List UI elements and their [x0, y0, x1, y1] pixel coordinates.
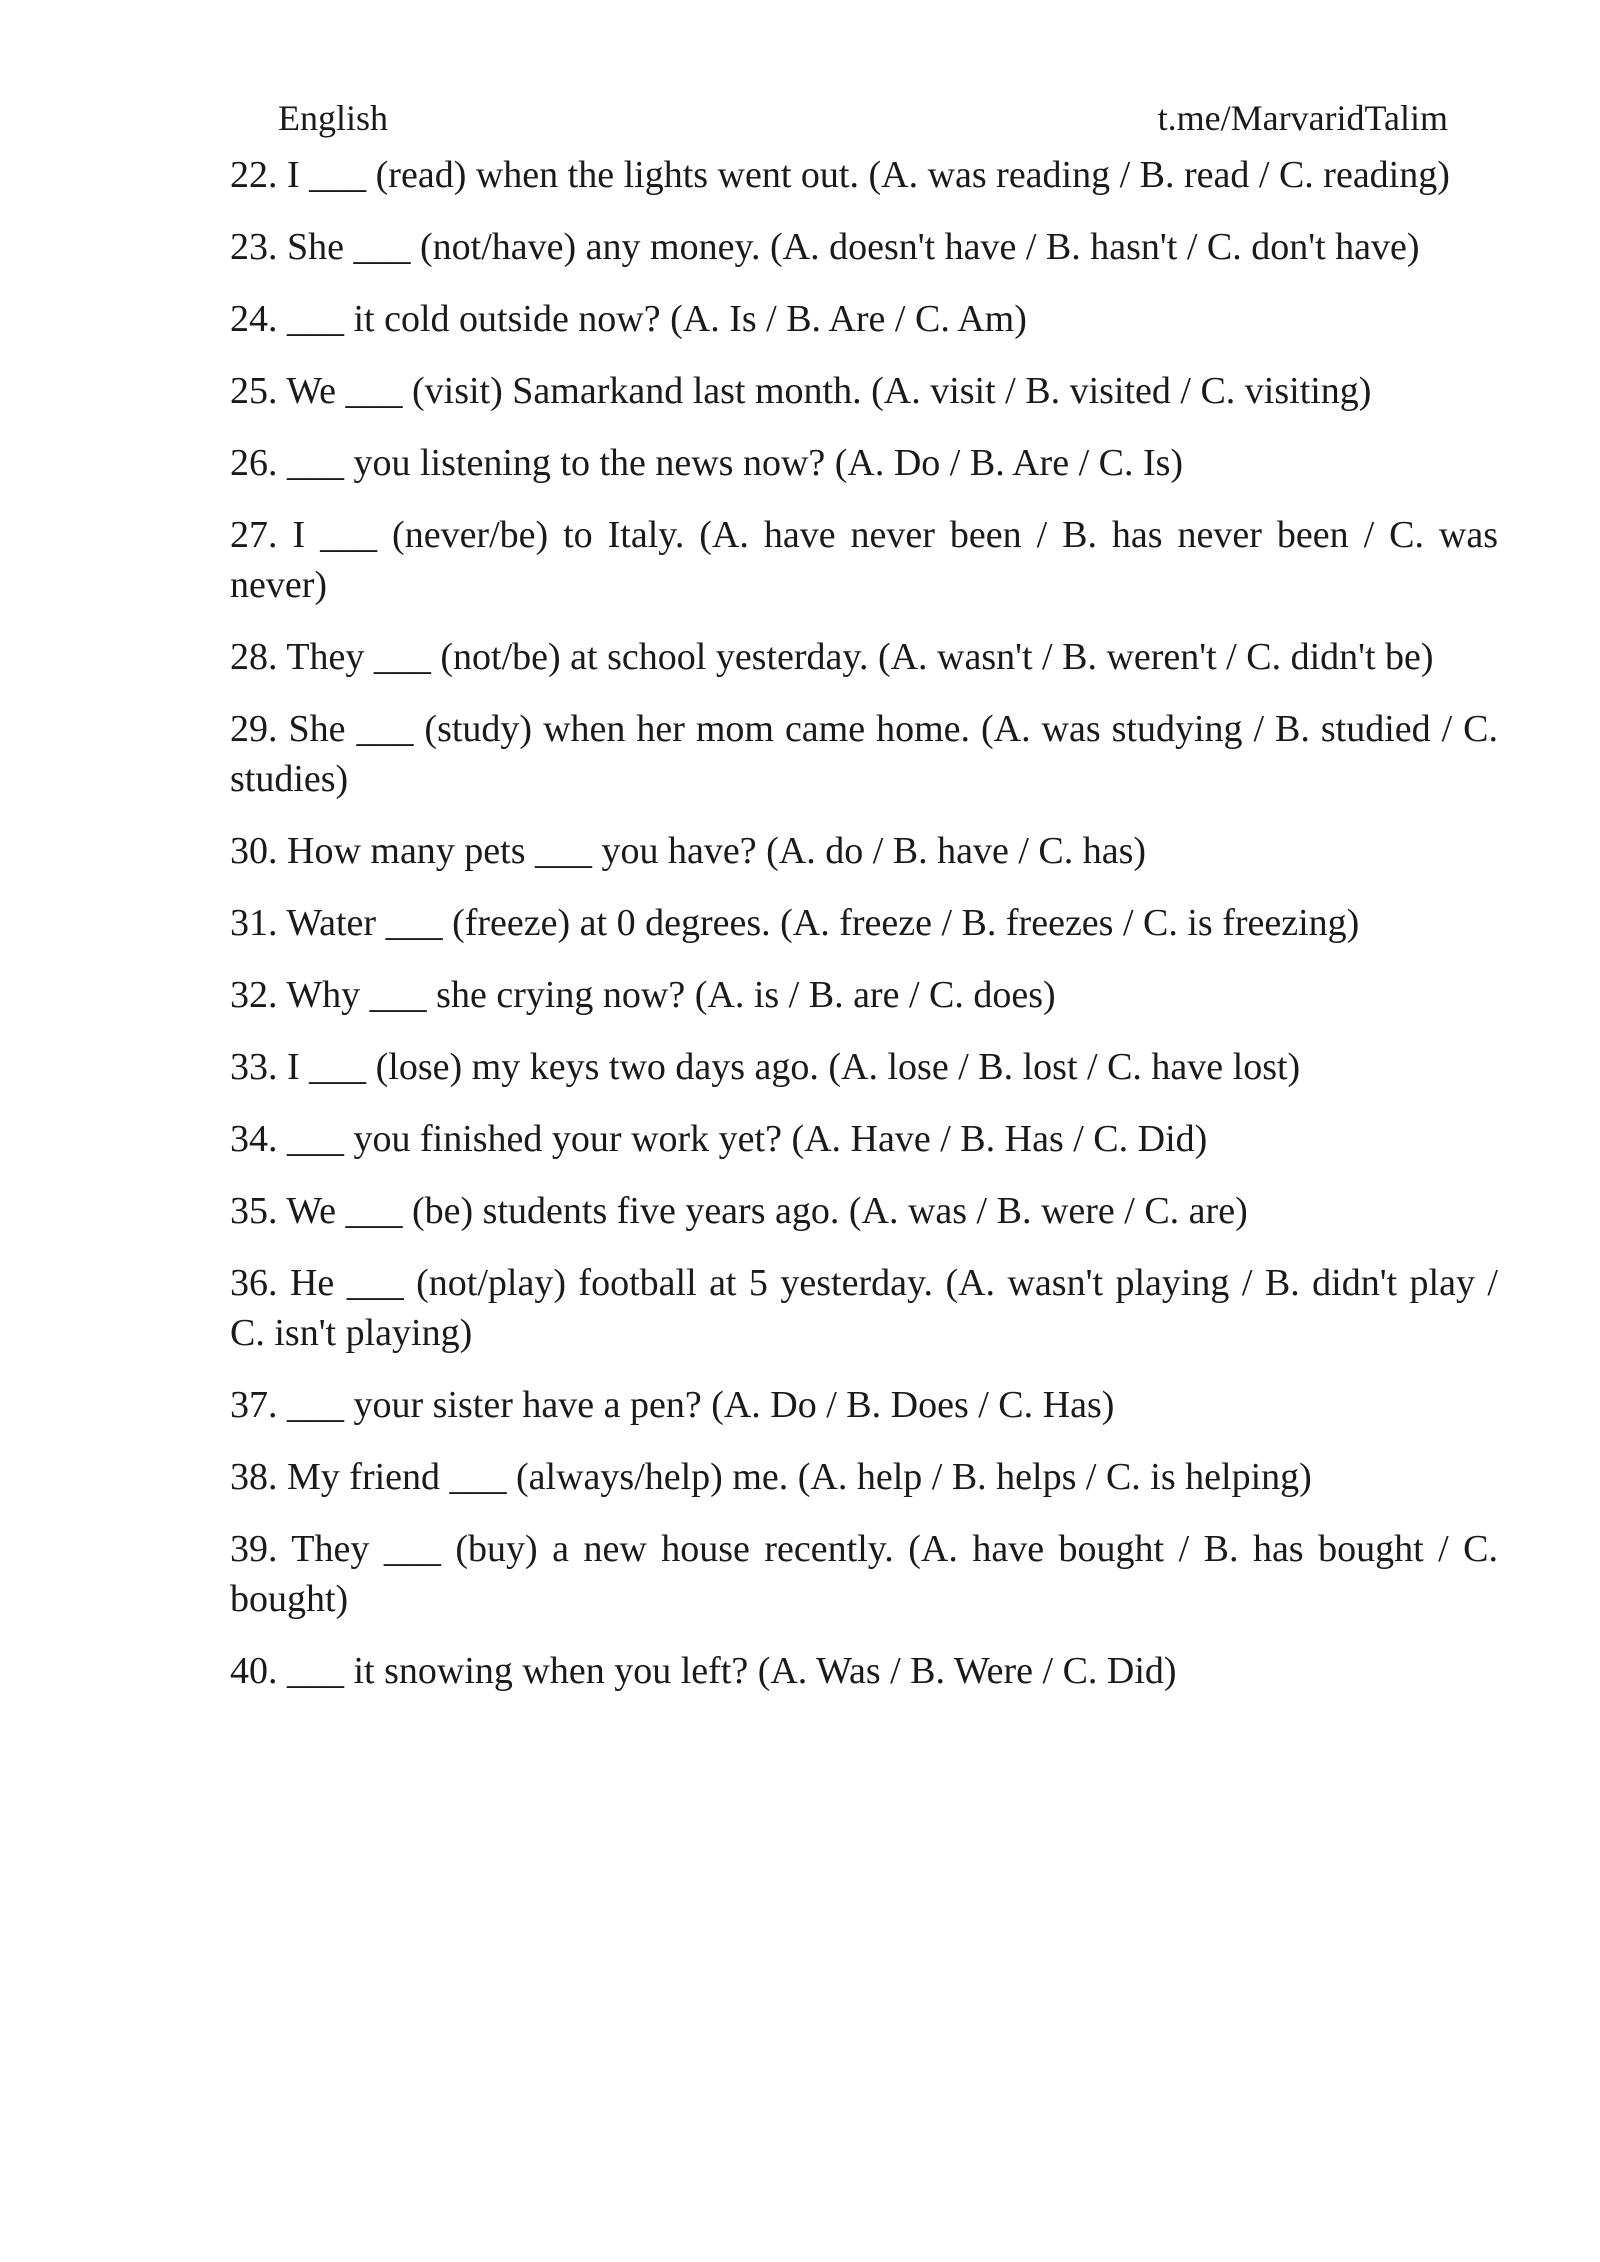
question-35: 35. We ___ (be) students five years ago. (A. was / B. were / C. are) — [230, 1190, 1248, 1232]
question-39: 39. They ___ (buy) a new house recently. (A. have bought / B. has bought / C. bought) — [230, 1528, 1498, 1620]
question-24: 24. ___ it cold outside now? (A. Is / B. Are / C. Am) — [230, 298, 1027, 340]
question-40: 40. ___ it snowing when you left? (A. Was / B. Were / C. Did) — [230, 1650, 1177, 1692]
question-list — [230, 150, 1498, 1718]
question-32: 32. Why ___ she crying now? (A. is / B. are / C. does) — [230, 974, 1056, 1016]
question-22: 22. I ___ (read) when the lights went out. (A. was reading / B. read / C. reading) — [230, 154, 1450, 196]
question-36: 36. He ___ (not/play) football at 5 yesterday. (A. wasn't playing / B. didn't play / C. isn't playing) — [230, 1262, 1498, 1354]
question-31: 31. Water ___ (freeze) at 0 degrees. (A. freeze / B. freezes / C. is freezing) — [230, 902, 1360, 944]
question-23: 23. She ___ (not/have) any money. (A. doesn't have / B. hasn't / C. don't have) — [230, 226, 1420, 268]
question-25: 25. We ___ (visit) Samarkand last month. (A. visit / B. visited / C. visiting) — [230, 370, 1372, 412]
subject-label: English — [278, 98, 389, 138]
question-38: 38. My friend ___ (always/help) me. (A. help / B. helps / C. is helping) — [230, 1456, 1312, 1498]
question-27: 27. I ___ (never/be) to Italy. (A. have never been / B. has never been / C. was never) — [230, 514, 1498, 606]
question-33: 33. I ___ (lose) my keys two days ago. (A. lose / B. lost / C. have lost) — [230, 1046, 1301, 1088]
question-34: 34. ___ you finished your work yet? (A. Have / B. Has / C. Did) — [230, 1118, 1208, 1160]
question-29: 29. She ___ (study) when her mom came home. (A. was studying / B. studied / C. studies) — [230, 708, 1498, 800]
question-26: 26. ___ you listening to the news now? (A. Do / B. Are / C. Is) — [230, 442, 1184, 484]
page-header — [278, 95, 1448, 141]
question-37: 37. ___ your sister have a pen? (A. Do / B. Does / C. Has) — [230, 1384, 1115, 1426]
channel-link[interactable]: t.me/MarvaridTalim — [1157, 98, 1448, 138]
question-28: 28. They ___ (not/be) at school yesterday. (A. wasn't / B. weren't / C. didn't be) — [230, 636, 1434, 678]
question-30: 30. How many pets ___ you have? (A. do / B. have / C. has) — [230, 830, 1147, 872]
